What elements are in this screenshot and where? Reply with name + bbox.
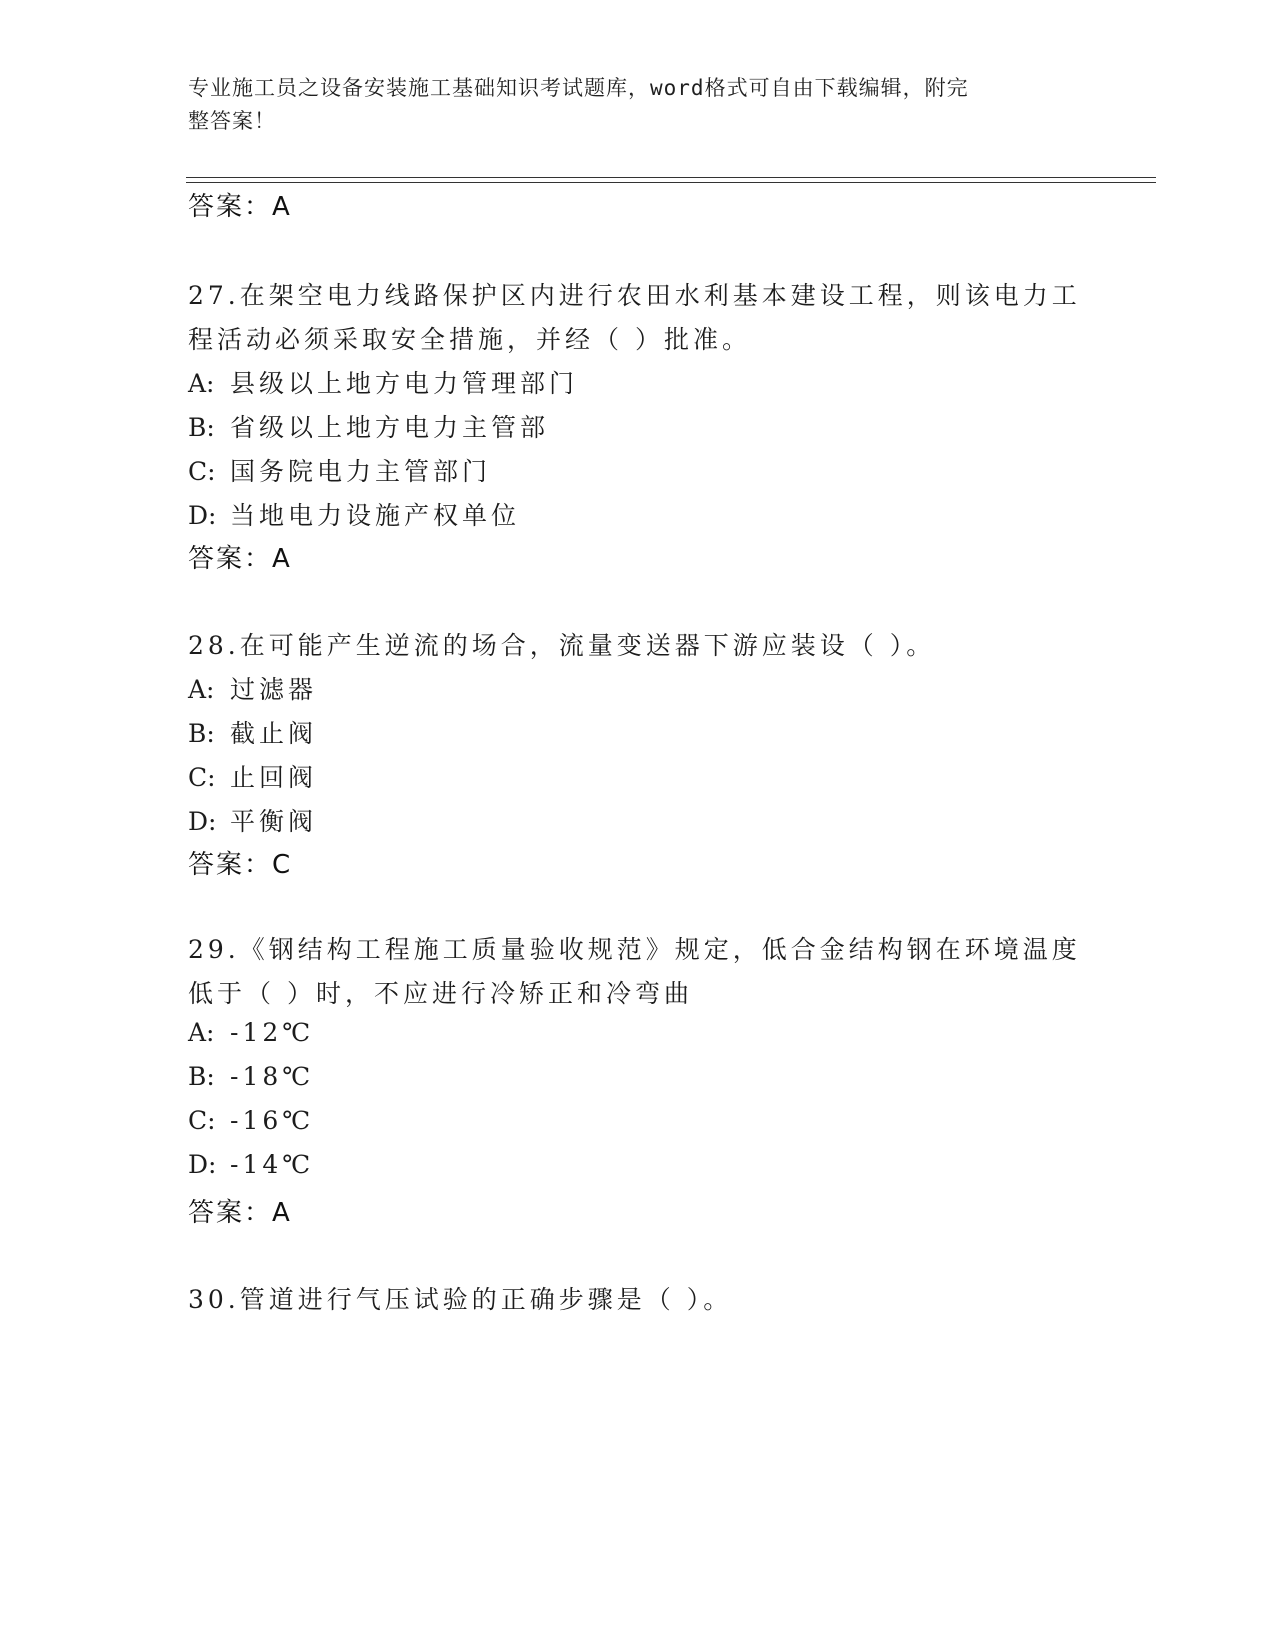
question-27-option-c — [188, 452, 491, 488]
question-28-stem-line-1: 28.在可能产生逆流的场合，流量变送器下游应装设（ ）。 — [188, 631, 936, 660]
question-28-option-c — [188, 758, 317, 794]
option-text: -14℃ — [230, 1150, 315, 1179]
option-key: C: — [188, 763, 216, 792]
option-key: B: — [188, 1062, 215, 1091]
question-29-option-b — [188, 1062, 314, 1091]
question-27-option-a — [188, 364, 578, 400]
option-key: D: — [188, 807, 217, 836]
option-text: 平衡阀 — [230, 807, 318, 836]
question-28-option-a — [188, 670, 317, 706]
option-key: C: — [188, 1106, 216, 1135]
option-text: -18℃ — [230, 1062, 315, 1091]
option-key: A: — [188, 1018, 215, 1047]
question-27-option-d — [188, 496, 520, 532]
question-30-stem-line-1: 30.管道进行气压试验的正确步骤是（ ）。 — [188, 1285, 733, 1314]
question-27-stem-line-2: 程活动必须采取安全措施，并经（ ）批准。 — [188, 325, 751, 354]
option-text: 县级以上地方电力管理部门 — [230, 369, 579, 398]
option-text: -12℃ — [230, 1018, 315, 1047]
option-key: B: — [188, 719, 215, 748]
question-29-stem-line-2: 低于（ ）时，不应进行冷矫正和冷弯曲 — [188, 979, 693, 1008]
option-text: 止回阀 — [230, 763, 318, 792]
option-key: A: — [188, 369, 215, 398]
option-key: D: — [188, 501, 217, 530]
header-line-2: 整答案！ — [188, 109, 276, 133]
option-text: -16℃ — [230, 1106, 315, 1135]
header-divider-top — [186, 177, 1156, 178]
previous-answer: 答案：A — [188, 192, 292, 222]
header-line-1: 专业施工员之设备安装施工基础知识考试题库，word格式可自由下载编辑，附完 — [188, 76, 969, 100]
question-29-option-d — [188, 1150, 314, 1179]
question-28-answer: 答案：C — [188, 850, 293, 880]
option-text: 国务院电力主管部门 — [230, 457, 492, 486]
question-27-answer: 答案：A — [188, 544, 292, 574]
option-text: 截止阀 — [230, 719, 318, 748]
question-29-option-c — [188, 1106, 314, 1135]
question-28-option-d — [188, 802, 317, 838]
option-key: B: — [188, 413, 215, 442]
option-text: 过滤器 — [230, 675, 318, 704]
question-28-option-b — [188, 714, 317, 750]
question-29-answer: 答案：A — [188, 1198, 292, 1228]
option-key: A: — [188, 675, 215, 704]
option-text: 省级以上地方电力主管部 — [230, 413, 550, 442]
option-key: D: — [188, 1150, 217, 1179]
header-divider-bottom — [186, 182, 1156, 183]
question-27-option-b — [188, 408, 549, 444]
option-text: 当地电力设施产权单位 — [230, 501, 521, 530]
question-27-stem-line-1: 27.在架空电力线路保护区内进行农田水利基本建设工程，则该电力工 — [188, 281, 1081, 310]
option-key: C: — [188, 457, 216, 486]
document-header — [188, 72, 1068, 138]
question-29-stem-line-1: 29.《钢结构工程施工质量验收规范》规定，低合金结构钢在环境温度 — [188, 935, 1081, 964]
question-29-option-a — [188, 1018, 314, 1047]
